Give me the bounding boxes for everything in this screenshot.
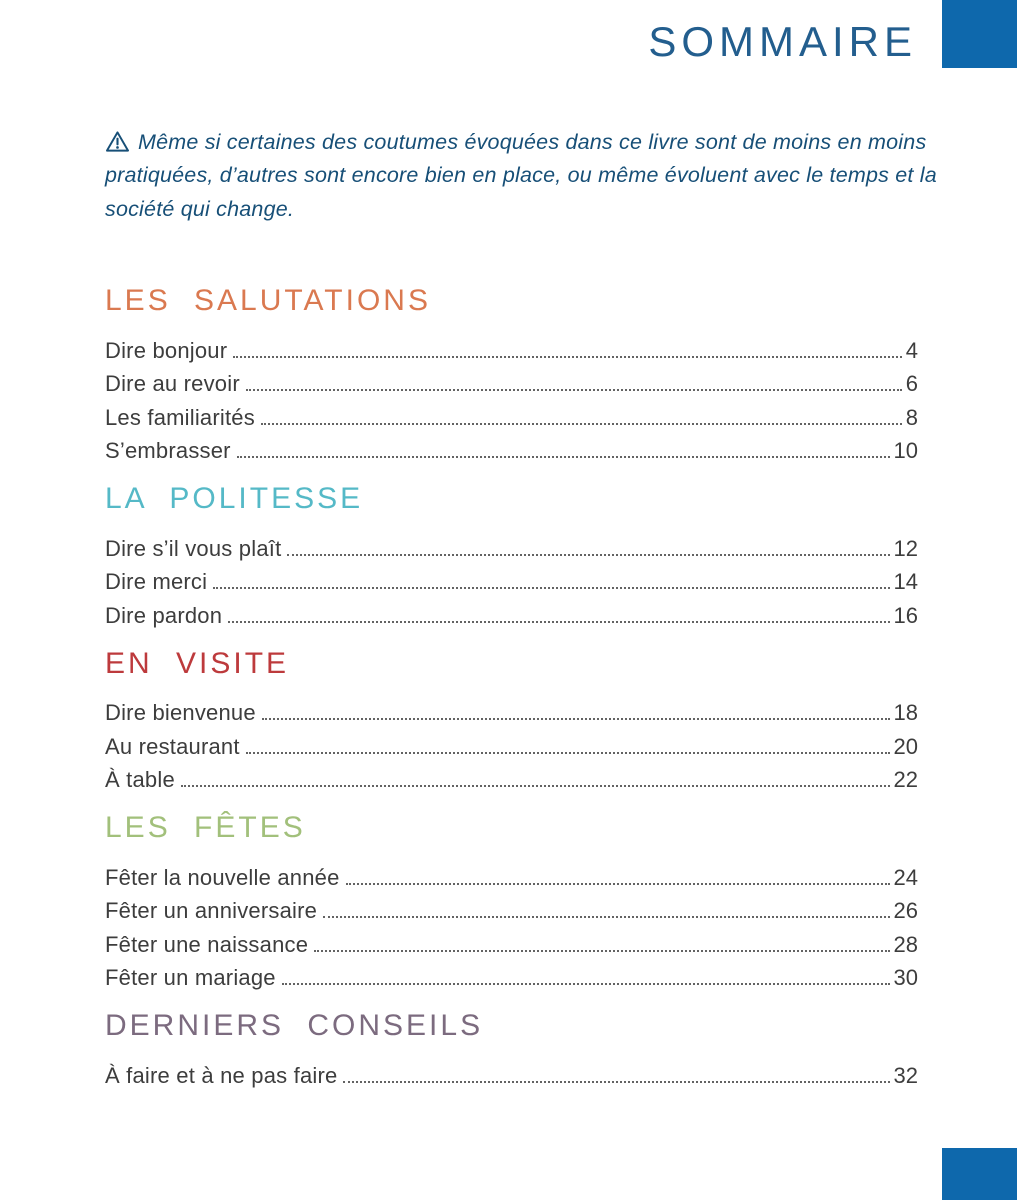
section-heading-derniers-conseils: DERNIERS CONSEILS: [105, 1009, 484, 1042]
toc-section-derniers-conseils: [105, 1009, 918, 1089]
toc-entry-page: 26: [893, 898, 918, 923]
toc-entry-page: 6: [905, 371, 918, 396]
toc-entry: [105, 528, 918, 562]
toc-entry: [105, 562, 918, 596]
warning-icon: [105, 130, 130, 153]
toc-entry: [105, 595, 918, 629]
section-heading-la-politesse: LA POLITESSE: [105, 482, 364, 515]
toc-entry: [105, 958, 918, 992]
toc-entry-page: 32: [893, 1062, 918, 1088]
dotted-leader: [282, 983, 890, 985]
toc-entry-page: 28: [893, 931, 918, 957]
dotted-leader: [262, 718, 890, 720]
dotted-leader: [314, 950, 889, 952]
toc-entry-page: 12: [893, 535, 918, 561]
toc-entry-page: 20: [893, 733, 918, 759]
toc-entry-page: 16: [893, 602, 918, 628]
toc-entry-label: Dire pardon: [105, 602, 223, 628]
toc-entry-label: Les familiarités: [105, 404, 255, 430]
toc-entry-label: Fêter un anniversaire: [105, 898, 318, 923]
toc-entry: [105, 431, 918, 465]
toc-entry: [105, 760, 918, 794]
intro-text: Même si certaines des coutumes évoquées dans ce livre sont de moins en moins pratiquées, d’autres sont encore bien en place, ou même évoluent avec le temps et la société qui change.: [105, 130, 937, 221]
toc-entry-label: Dire bienvenue: [105, 700, 256, 725]
section-heading-en-visite: EN VISITE: [105, 646, 290, 680]
toc-entry-label: Fêter un mariage: [105, 965, 276, 990]
toc-entry: [105, 693, 918, 727]
dotted-leader: [246, 752, 890, 754]
toc-entry: [105, 330, 918, 364]
toc-entry-page: 18: [893, 700, 918, 725]
section-heading-les-fetes: LES FÊTES: [105, 811, 306, 844]
dotted-leader: [181, 785, 890, 787]
dotted-leader: [237, 456, 890, 458]
toc-section-la-politesse: [105, 482, 918, 629]
toc-entry: [105, 857, 918, 891]
toc-entry-label: À table: [105, 767, 175, 792]
toc-entry-label: Fêter une naissance: [105, 931, 309, 957]
dotted-leader: [233, 356, 902, 358]
toc-entry: [105, 726, 918, 760]
dotted-leader: [246, 389, 902, 391]
toc-entry-page: 4: [905, 337, 918, 363]
toc-entry: [105, 924, 918, 958]
toc-entry-label: Dire au revoir: [105, 371, 240, 396]
dotted-leader: [343, 1081, 889, 1083]
toc-entry-page: 30: [893, 965, 918, 990]
dotted-leader: [287, 554, 889, 556]
dotted-leader: [228, 621, 889, 623]
toc-section-les-fetes: [105, 811, 918, 991]
table-of-contents: [105, 284, 918, 1089]
intro-note: [105, 126, 937, 226]
bottom-right-accent-square: [942, 1148, 1017, 1200]
toc-entry-label: S’embrasser: [105, 438, 231, 463]
toc-entry-page: 14: [893, 569, 918, 594]
toc-entry-label: Dire bonjour: [105, 337, 228, 363]
toc-entry-label: À faire et à ne pas faire: [105, 1062, 338, 1088]
dotted-leader: [213, 587, 889, 589]
toc-entry: [105, 1055, 918, 1089]
toc-entry-label: Fêter la nouvelle année: [105, 864, 340, 890]
dotted-leader: [323, 916, 889, 918]
toc-entry-label: Au restaurant: [105, 733, 240, 759]
section-heading-les-salutations: LES SALUTATIONS: [105, 284, 431, 317]
page-title: SOMMAIRE: [648, 18, 917, 65]
top-right-accent-square: [942, 0, 1017, 68]
toc-entry-page: 10: [893, 438, 918, 463]
dotted-leader: [346, 883, 890, 885]
toc-entry-page: 22: [893, 767, 918, 792]
toc-section-en-visite: [105, 647, 918, 794]
toc-section-les-salutations: [105, 284, 918, 464]
dotted-leader: [261, 423, 902, 425]
toc-entry-page: 24: [893, 864, 918, 890]
toc-entry: [105, 891, 918, 925]
toc-entry: [105, 364, 918, 398]
toc-entry-label: Dire s’il vous plaît: [105, 535, 282, 561]
toc-entry-label: Dire merci: [105, 569, 208, 594]
toc-entry: [105, 397, 918, 431]
toc-entry-page: 8: [905, 404, 918, 430]
